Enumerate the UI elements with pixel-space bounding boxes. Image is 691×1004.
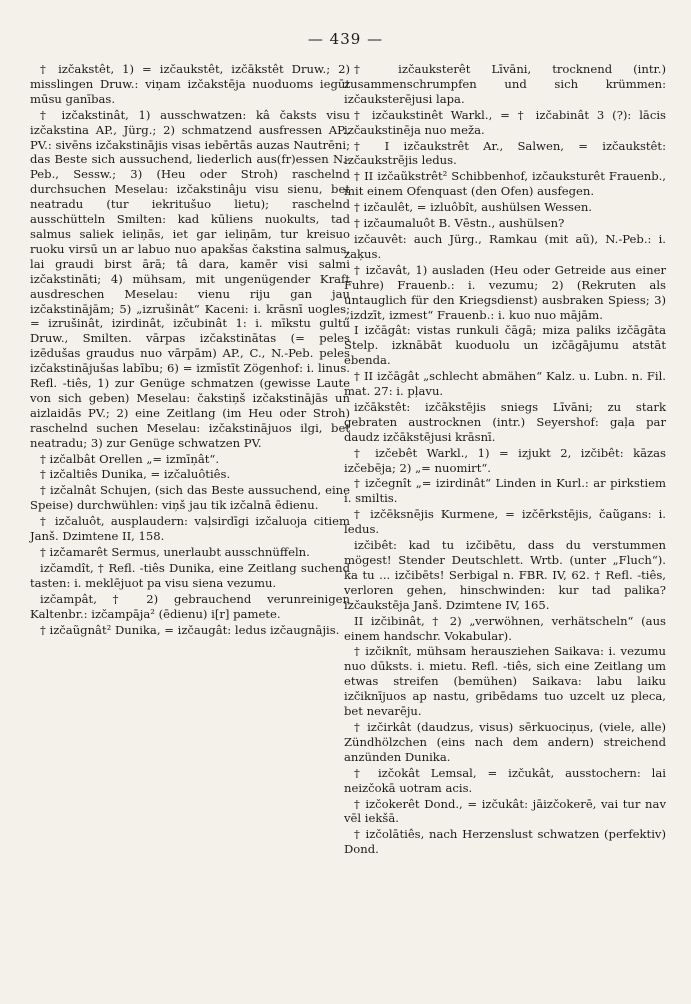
dictionary-entry: † izčamarêt Sermus, unerlaubt ausschnüffeln.: [40, 545, 310, 559]
dictionary-entry: † izčalnât Schujen, (sich das Beste aussuchend, eine Speise) durchwühlen: viņš jau tik izčalnā ēdienu.: [30, 483, 350, 513]
dictionary-entry: † izčiknît, mühsam herausziehen Saikava: i. vezumu nuo dūksts. i. mietu. Refl. -tiês, sich eine Zeitlang um etwas streifen (bemühen) Saikava: labu laiku izčiknījuos ap nastu, gribēdams tuo uzcelt uz pleca, bet nevarēju.: [344, 644, 666, 719]
dictionary-entry: izčampât, † 2) gebrauchend verunreinigen Kaltenbr.: izčampāja² (ēdienu) i[r] pamete.: [30, 591, 350, 621]
dictionary-entry: † izčēksnējis Kurmene, = izčērkstējis, čaũgans: i. ledus.: [344, 507, 666, 537]
dictionary-entry: † izčaũgnât² Dunika, = izčaugât: ledus izčaugnājis.: [40, 622, 340, 637]
dictionary-entry: † izčirkât (daudzus, visus) sērkuociņus, (viele, alle) Zündhölzchen (eins nach dem andern) streichend anzünden Dunika.: [344, 719, 666, 764]
dictionary-entry: II izčibinât, † 2) „verwöhnen, verhätscheln“ (aus einem handschr. Vokabular).: [344, 613, 666, 643]
dictionary-entry: izčauvêt: auch Jürg., Ramkau (mit aũ), N.-Peb.: i. zaķus.: [344, 231, 666, 261]
dictionary-entry: † izčaulêt, = izluôbît, aushülsen Wessen.: [354, 200, 592, 215]
dictionary-entry: izčamdît, † Refl. -tiês Dunika, eine Zeitlang suchend tasten: i. meklējuot pa visu siena vezumu.: [30, 560, 350, 590]
dictionary-entry: † II izčāgât „schlecht abmähen“ Kalz. u. Lubn. n. Fil. mat. 27: i. pļavu.: [344, 369, 666, 399]
dictionary-entry: † izčavât, 1) ausladen (Heu oder Getreide aus einer Fuhre) Frauenb.: i. vezumu; 2) (Rekruten als untauglich für den Kriegsdienst) ausbraken Spiess; 3) „izdzīt, izmest“ Frauenb.: i. kuo nuo mājām.: [344, 262, 666, 322]
dictionary-entry: † I izčaukstrêt Ar., Salwen, = izčaukstêt: izčaukstrējis ledus.: [344, 138, 666, 168]
dictionary-entry: † izčebêt Warkl., 1) = izjukt 2, izčibêt: kāzas izčebēja; 2) „= nuomirt“.: [344, 445, 666, 475]
dictionary-entry: † izčakstêt, 1) = izčaukstêt, izčākstêt Druw.; 2) misslingen Druw.: viņam izčakstēja nuoduoms iegūt mūsu ganības.: [30, 62, 350, 106]
right-column: [344, 62, 666, 858]
left-column: [30, 62, 350, 638]
dictionary-entry: † izčaukstinêt Warkl., = † izčabinât 3 (?): lācis izčaukstinēja nuo meža.: [344, 107, 666, 137]
dictionary-entry: † izčokerêt Dond., = izčukât: jāizčokerē, vai tur nav vēl iekšā.: [344, 796, 666, 826]
dictionary-entry: izčibêt: kad tu izčibētu, dass du verstummen mögest! Stender Deutschlett. Wrtb. (unter „Fluch“). ka tu ... izčibēts! Serbigal n. FBR. IV, 62. † Refl. -tiês, verloren gehen, hinschwinden: kur tad palika? izčaukstēja Janš. Dzimtene IV, 165.: [344, 538, 666, 612]
dictionary-entry: † izčegnît „= izirdinât“ Linden in Kurl.: ar pirkstiem i. smiltis.: [344, 476, 666, 506]
dictionary-entry: † izčaltiês Dunika, = izčaluôtiês.: [40, 467, 231, 482]
dictionary-entry: † izčokât Lemsal, = izčukât, ausstochern: lai neizčokā uotram acis.: [344, 765, 666, 795]
dictionary-entry: † izčauksterêt Līvāni, trocknend (intr.) zusammenschrumpfen und sich krümmen: izčauksterējusi lapa.: [344, 62, 666, 106]
dictionary-entry: I izčāgât: vistas runkuli čāgā; miza paliks izčāgāta Stelp. izknābāt kuoduolu un izčāgājumu atstāt ebenda.: [344, 323, 666, 368]
dictionary-entry: † izčakstinât, 1) ausschwatzen: kâ čaksts visu izčakstina AP., Jürg.; 2) schmatzend ausfressen AP., PV.: sivēns izčakstinājis visas iebērtās auzas Nautrēni; das Beste sich aussuchend, liederlich aus(fr)essen N.-Peb., Sessw.; 3) (Heu oder Stroh) raschelnd durchsuchen Meselau: izčakstinâju visu sienu, bet neatradu (tur iekritušuo lietu); raschelnd ausschütteln Smilten: kad kūliens nuokults, tad salmus saliek ieliņās, iet gar ieliņām, tur kreisuo ruoku virsū un ar labuo nuo apakšas čakstina salmus, lai graudi birst ārā; tâ dara, kamēr visi salmi izčakstināti; 4) mühsam, mit ungenügender Kraft ausdreschen Meselau: vienu riju gan jau izčakstinājām; 5) „izrušinât“ Kaceni: i. krāsnī uogles; = izrušinât, izirdinât, izčubinât 1: i. mīkstu gultu Druw., Smilten. vārpas izčakstinātas (= peles izēdušas graudus nuo vārpām) AP., C., N.-Peb. peles izčakstinājušas labību; 6) = izmīstīt Zögenhof: i. linus. Refl. -tiês, 1) zur Genüge schmatzen (gewisse Laute von sich geben) Meselau: čakstiņš izčakstinājās un aizlaidās PV.; 2) eine Zeitlang (im Heu oder Stroh) raschelnd suchen Meselau: izčakstinājuos ilgi, bet neatradu; 3) zur Genüge schwatzen PV.: [30, 107, 350, 450]
dictionary-entry: izčākstêt: izčākstējis sniegs Līvāni; zu stark gebraten austrocknen (intr.) Seyershof: gaļa par daudz izčākstējusi krāsnī.: [344, 399, 666, 444]
dictionary-entry: † izčolātiês, nach Herzenslust schwatzen (perfektiv) Dond.: [344, 827, 666, 857]
dictionary-entry: † izčaumaluôt B. Vēstn., aushülsen?: [354, 216, 565, 231]
dictionary-entry: † izčalbât Orellen „= izmīņât“.: [40, 451, 220, 466]
page-number: — 439 —: [307, 30, 384, 48]
dictionary-entry: † izčaluôt, ausplaudern: vaļsirdīgi izčaluoja citiem Janš. Dzimtene II, 158.: [30, 514, 350, 544]
dictionary-entry: † II izčaũkstrêt² Schibbenhof, izčauksturêt Frauenb., mit einem Ofenquast (den Ofen) ausfegen.: [344, 169, 666, 199]
